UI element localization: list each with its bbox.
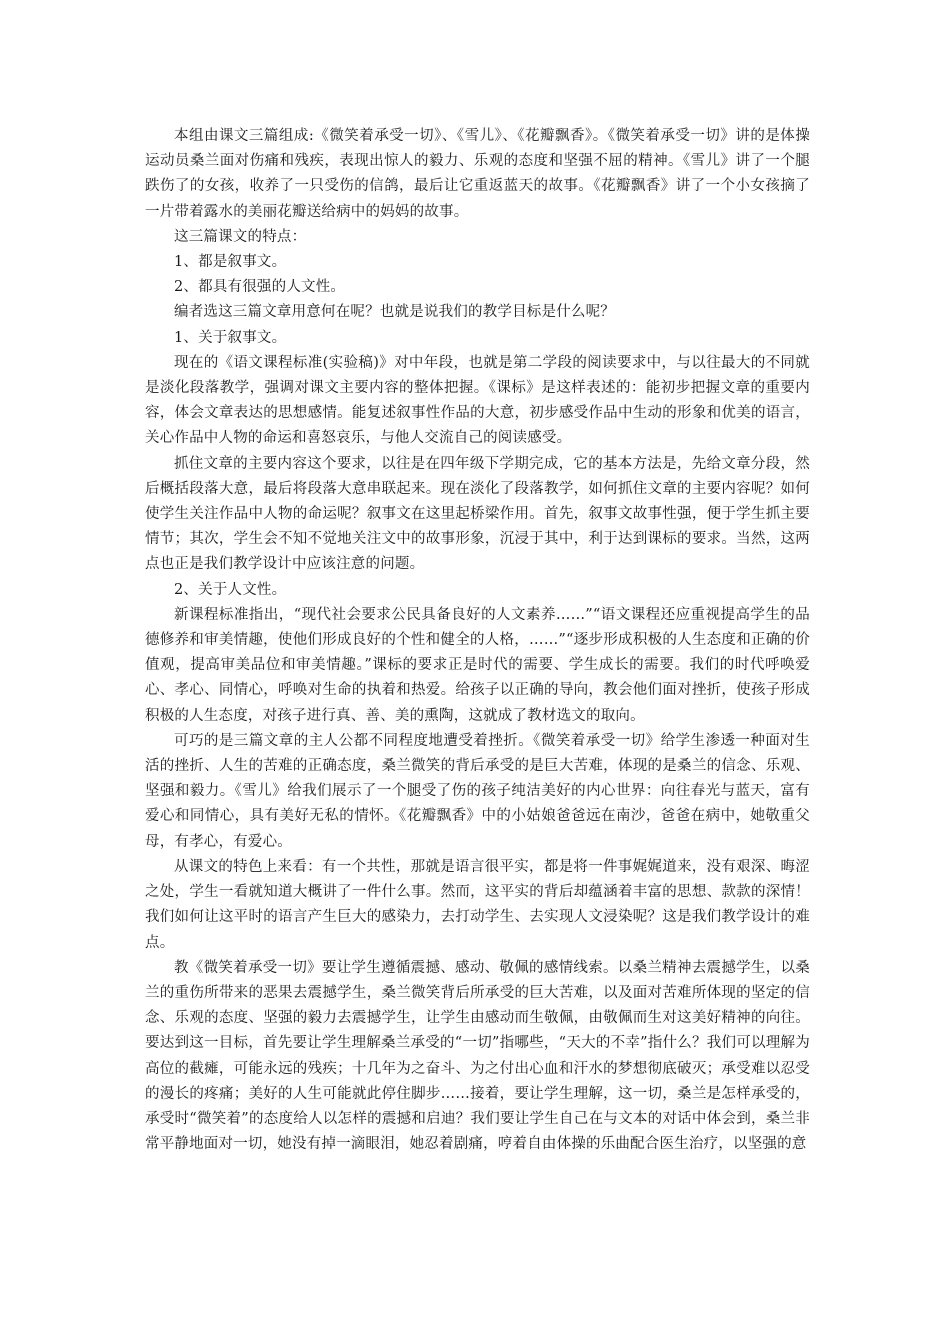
paragraph-features-heading: 这三篇课文的特点：	[174, 228, 307, 245]
paragraph-section-1-heading: 1、关于叙事文。	[174, 329, 287, 346]
paragraph-humanistic: 新课程标准指出，“现代社会要求公民具备良好的人文素养……”“语文课程还应重视提高学生的品德修养和审美情趣，使他们形成良好的个性和健全的人格，……”“逐步形成积极的人生态度和正确的价值观，提高审美品位和审美情趣。”课标的要求正是时代的需要、学生成长的需要。我们的时代呼唤爱心、孝心、同情心，呼唤对生命的执着和热爱。给孩子以正确的导向，教会他们面对挫折，使孩子形成积极的人生态度，对孩子进行真、善、美的熏陶，这就成了教材选文的取向。	[145, 606, 810, 724]
paragraph-feature-2: 2、都具有很强的人文性。	[174, 279, 346, 296]
paragraph-teaching-approach: 教《微笑着承受一切》要让学生遵循震撼、感动、敬佩的感情线索。以桑兰精神去震撼学生，以桑兰的重伤所带来的恶果去震撼学生，桑兰微笑背后所承受的巨大苦难，以及面对苦难所体现的坚定的信念、乐观的态度、坚强的毅力去震撼学生，让学生由感动而生敬佩，由敬佩而生对这美好精神的向往。要达到这一目标，首先要让学生理解桑兰承受的“一切”指哪些，“天大的不幸”指什么？我们可以理解为高位的截瘫，可能永远的残疾；十几年为之奋斗、为之付出心血和汗水的梦想彻底破灭；承受难以忍受的漫长的疼痛；美好的人生可能就此停住脚步……接着，要让学生理解，这一切，桑兰是怎样承受的，承受时“微笑着”的态度给人以怎样的震撼和启迪？我们要让学生自己在与文本的对话中体会到，桑兰非常平静地面对一切，她没有掉一滴眼泪，她忍着剧痛，哼着自由体操的乐曲配合医生治疗，以坚强的意	[145, 959, 810, 1153]
paragraph-protagonists: 可巧的是三篇文章的主人公都不同程度地遭受着挫折。《微笑着承受一切》给学生渗透一种面对生活的挫折、人生的苦难的正确态度，桑兰微笑的背后承受的是巨大苦难，体现的是桑兰的信念、乐观、坚强和毅力。《雪儿》给我们展示了一个腿受了伤的孩子纯洁美好的内心世界：向往春光与蓝天，富有爱心和同情心，具有美好无私的情怀。《花瓣飘香》中的小姑娘爸爸远在南沙，爸爸在病中，她敬重父母，有孝心，有爱心。	[145, 732, 810, 850]
paragraph-question: 编者选这三篇文章用意何在呢？也就是说我们的教学目标是什么呢？	[174, 304, 615, 321]
document-page	[145, 124, 810, 1157]
paragraph-curriculum-standard: 现在的《语文课程标准(实验稿)》对中年段，也就是第二学段的阅读要求中，与以往最大的不同就是淡化段落教学，强调对课文主要内容的整体把握。《课标》是这样表述的：能初步把握文章的重要内容，体会文章表达的思想感情。能复述叙事性作品的大意，初步感受作品中生动的形象和优美的语言，关心作品中人物的命运和喜怒哀乐，与他人交流自己的阅读感受。	[145, 354, 810, 447]
paragraph-feature-1: 1、都是叙事文。	[174, 254, 287, 271]
paragraph-section-2-heading: 2、关于人文性。	[174, 581, 287, 598]
paragraph-main-content: 抓住文章的主要内容这个要求，以往是在四年级下学期完成，它的基本方法是，先给文章分段，然后概括段落大意，最后将段落大意串联起来。现在淡化了段落教学，如何抓住文章的主要内容呢？如何使学生关注作品中人物的命运呢？叙事文在这里起桥梁作用。首先，叙事文故事性强，便于学生抓主要情节；其次，学生会不知不觉地关注文中的故事形象，沉浸于其中，利于达到课标的要求。当然，这两点也正是我们教学设计中应该注意的问题。	[145, 455, 810, 573]
paragraph-intro: 本组由课文三篇组成:《微笑着承受一切》、《雪儿》、《花瓣飘香》。《微笑着承受一切》讲的是体操运动员桑兰面对伤痛和残疾，表现出惊人的毅力、乐观的态度和坚强不屈的精神。《雪儿》讲了一个腿跌伤了的女孩，收养了一只受伤的信鸽，最后让它重返蓝天的故事。《花瓣飘香》讲了一个小女孩摘了一片带着露水的美丽花瓣送给病中的妈妈的故事。	[145, 128, 810, 220]
paragraph-language-features: 从课文的特色上来看：有一个共性，那就是语言很平实，都是将一件事娓娓道来，没有艰深、晦涩之处，学生一看就知道大概讲了一件什么事。然而，这平实的背后却蕴涵着丰富的思想、款款的深情！我们如何让这平时的语言产生巨大的感染力，去打动学生、去实现人文浸染呢？这是我们教学设计的难点。	[145, 858, 810, 951]
